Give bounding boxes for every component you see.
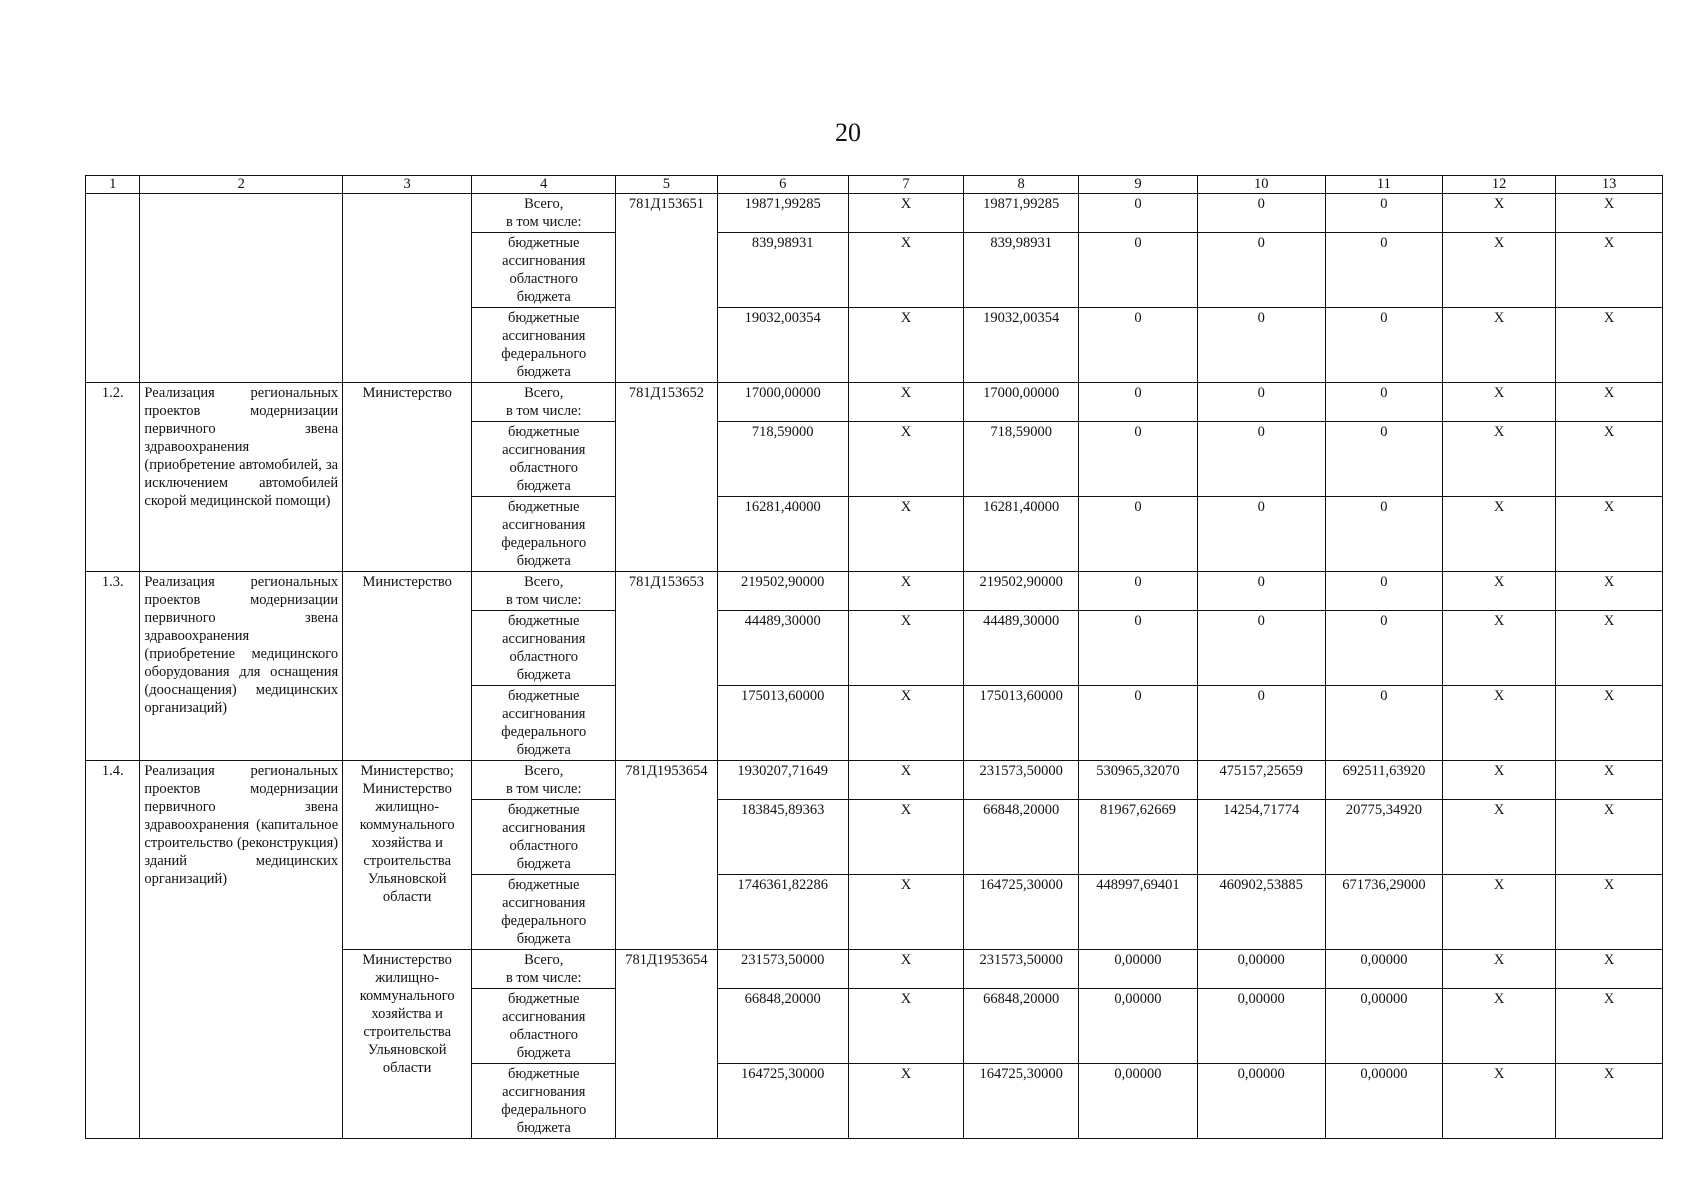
amount-cell: 19871,99285	[717, 194, 848, 233]
not-applicable-mark: X	[1443, 422, 1556, 497]
amount-cell: 839,98931	[717, 233, 848, 308]
amount-cell: 0,00000	[1197, 989, 1325, 1064]
column-header: 8	[964, 176, 1079, 194]
table-row	[86, 194, 1663, 233]
amount-cell: 0	[1325, 194, 1442, 233]
amount-cell: 0	[1197, 383, 1325, 422]
item-description: Реализация региональных проектов модернизации первичного звена здравоохранения (приобретение автомобилей, за исключением автомобилей скорой медицинской помощи)	[140, 383, 343, 572]
amount-cell: 0	[1197, 497, 1325, 572]
not-applicable-mark: X	[1556, 800, 1663, 875]
funding-source-label: бюджетные ассигнования областного бюджета	[472, 422, 616, 497]
amount-cell: 0	[1079, 194, 1197, 233]
amount-cell: 20775,34920	[1325, 800, 1442, 875]
funding-source-label: бюджетные ассигнования областного бюджета	[472, 800, 616, 875]
page-number: 20	[835, 118, 861, 147]
not-applicable-mark: X	[848, 950, 963, 989]
not-applicable-mark: X	[1443, 308, 1556, 383]
amount-cell: 175013,60000	[964, 686, 1079, 761]
item-number	[86, 194, 140, 383]
not-applicable-mark: X	[848, 233, 963, 308]
column-header: 10	[1197, 176, 1325, 194]
amount-cell: 0	[1325, 233, 1442, 308]
not-applicable-mark: X	[848, 572, 963, 611]
amount-cell: 231573,50000	[964, 761, 1079, 800]
not-applicable-mark: X	[1556, 572, 1663, 611]
not-applicable-mark: X	[848, 308, 963, 383]
funding-source-label: бюджетные ассигнования федерального бюджета	[472, 308, 616, 383]
amount-cell: 0	[1325, 686, 1442, 761]
column-header: 13	[1556, 176, 1663, 194]
amount-cell: 17000,00000	[964, 383, 1079, 422]
not-applicable-mark: X	[848, 686, 963, 761]
column-header: 2	[140, 176, 343, 194]
table-row	[86, 383, 1663, 422]
budget-code: 781Д153653	[616, 572, 717, 761]
amount-cell: 692511,63920	[1325, 761, 1442, 800]
amount-cell: 0,00000	[1325, 989, 1442, 1064]
budget-code: 781Д1953654	[616, 761, 717, 950]
amount-cell: 219502,90000	[964, 572, 1079, 611]
amount-cell: 460902,53885	[1197, 875, 1325, 950]
not-applicable-mark: X	[848, 383, 963, 422]
amount-cell: 0	[1197, 686, 1325, 761]
funding-source-label: бюджетные ассигнования областного бюджета	[472, 989, 616, 1064]
amount-cell: 44489,30000	[717, 611, 848, 686]
responsible-executor: Министерство	[343, 572, 472, 761]
amount-cell: 0	[1197, 572, 1325, 611]
not-applicable-mark: X	[1556, 194, 1663, 233]
not-applicable-mark: X	[1556, 1064, 1663, 1139]
column-header: 1	[86, 176, 140, 194]
amount-cell: 0,00000	[1197, 1064, 1325, 1139]
responsible-executor: Министерство жилищно-коммунального хозяйства и строительства Ульяновской области	[343, 950, 472, 1139]
amount-cell: 0	[1325, 422, 1442, 497]
amount-cell: 16281,40000	[964, 497, 1079, 572]
not-applicable-mark: X	[1443, 989, 1556, 1064]
amount-cell: 0	[1325, 497, 1442, 572]
responsible-executor: Министерство; Министерство жилищно-коммунального хозяйства и строительства Ульяновской области	[343, 761, 472, 950]
not-applicable-mark: X	[1556, 497, 1663, 572]
item-number: 1.3.	[86, 572, 140, 761]
amount-cell: 0	[1325, 572, 1442, 611]
not-applicable-mark: X	[1443, 611, 1556, 686]
funding-source-label: бюджетные ассигнования федерального бюджета	[472, 1064, 616, 1139]
funding-source-label: Всего, в том числе:	[472, 194, 616, 233]
amount-cell: 0	[1325, 383, 1442, 422]
funding-source-label: Всего, в том числе:	[472, 761, 616, 800]
item-number: 1.4.	[86, 761, 140, 1139]
column-header: 4	[472, 176, 616, 194]
not-applicable-mark: X	[1556, 686, 1663, 761]
amount-cell: 164725,30000	[964, 1064, 1079, 1139]
not-applicable-mark: X	[1443, 761, 1556, 800]
amount-cell: 1930207,71649	[717, 761, 848, 800]
item-number: 1.2.	[86, 383, 140, 572]
not-applicable-mark: X	[848, 800, 963, 875]
amount-cell: 671736,29000	[1325, 875, 1442, 950]
item-description: Реализация региональных проектов модернизации первичного звена здравоохранения (приобретение медицинского оборудования для оснащения (дооснащения) медицинских организаций)	[140, 572, 343, 761]
not-applicable-mark: X	[848, 761, 963, 800]
amount-cell: 231573,50000	[964, 950, 1079, 989]
amount-cell: 0	[1197, 611, 1325, 686]
not-applicable-mark: X	[1556, 611, 1663, 686]
amount-cell: 183845,89363	[717, 800, 848, 875]
not-applicable-mark: X	[848, 875, 963, 950]
not-applicable-mark: X	[1443, 1064, 1556, 1139]
amount-cell: 0	[1079, 422, 1197, 497]
item-description: Реализация региональных проектов модернизации первичного звена здравоохранения (капитальное строительство (реконструкция) зданий медицинских организаций)	[140, 761, 343, 1139]
not-applicable-mark: X	[1556, 308, 1663, 383]
not-applicable-mark: X	[1443, 686, 1556, 761]
budget-code: 781Д1953654	[616, 950, 717, 1139]
amount-cell: 19032,00354	[964, 308, 1079, 383]
not-applicable-mark: X	[1443, 950, 1556, 989]
not-applicable-mark: X	[1443, 194, 1556, 233]
column-header: 7	[848, 176, 963, 194]
amount-cell: 14254,71774	[1197, 800, 1325, 875]
funding-source-label: бюджетные ассигнования федерального бюджета	[472, 497, 616, 572]
column-header: 9	[1079, 176, 1197, 194]
amount-cell: 0	[1079, 233, 1197, 308]
amount-cell: 0	[1079, 308, 1197, 383]
not-applicable-mark: X	[1556, 875, 1663, 950]
not-applicable-mark: X	[1443, 800, 1556, 875]
not-applicable-mark: X	[1443, 572, 1556, 611]
amount-cell: 718,59000	[964, 422, 1079, 497]
not-applicable-mark: X	[1443, 233, 1556, 308]
amount-cell: 718,59000	[717, 422, 848, 497]
amount-cell: 175013,60000	[717, 686, 848, 761]
amount-cell: 0,00000	[1079, 950, 1197, 989]
not-applicable-mark: X	[848, 989, 963, 1064]
amount-cell: 16281,40000	[717, 497, 848, 572]
not-applicable-mark: X	[1556, 383, 1663, 422]
funding-source-label: бюджетные ассигнования областного бюджета	[472, 611, 616, 686]
amount-cell: 0	[1197, 422, 1325, 497]
funding-source-label: бюджетные ассигнования федерального бюджета	[472, 875, 616, 950]
amount-cell: 0	[1079, 383, 1197, 422]
amount-cell: 0	[1079, 686, 1197, 761]
not-applicable-mark: X	[848, 611, 963, 686]
not-applicable-mark: X	[1556, 422, 1663, 497]
not-applicable-mark: X	[848, 1064, 963, 1139]
amount-cell: 164725,30000	[717, 1064, 848, 1139]
amount-cell: 0,00000	[1079, 1064, 1197, 1139]
amount-cell: 219502,90000	[717, 572, 848, 611]
amount-cell: 1746361,82286	[717, 875, 848, 950]
amount-cell: 530965,32070	[1079, 761, 1197, 800]
amount-cell: 0,00000	[1197, 950, 1325, 989]
not-applicable-mark: X	[1443, 497, 1556, 572]
budget-code: 781Д153652	[616, 383, 717, 572]
not-applicable-mark: X	[848, 422, 963, 497]
amount-cell: 0,00000	[1079, 989, 1197, 1064]
not-applicable-mark: X	[848, 497, 963, 572]
column-header: 11	[1325, 176, 1442, 194]
funding-source-label: Всего, в том числе:	[472, 383, 616, 422]
amount-cell: 0	[1325, 308, 1442, 383]
not-applicable-mark: X	[1443, 875, 1556, 950]
not-applicable-mark: X	[1556, 950, 1663, 989]
table-row	[86, 572, 1663, 611]
column-header: 6	[717, 176, 848, 194]
amount-cell: 81967,62669	[1079, 800, 1197, 875]
amount-cell: 0	[1197, 233, 1325, 308]
amount-cell: 0	[1325, 611, 1442, 686]
amount-cell: 0,00000	[1325, 950, 1442, 989]
amount-cell: 475157,25659	[1197, 761, 1325, 800]
amount-cell: 66848,20000	[964, 800, 1079, 875]
funding-source-label: Всего, в том числе:	[472, 572, 616, 611]
funding-source-label: бюджетные ассигнования федерального бюджета	[472, 686, 616, 761]
column-header: 12	[1443, 176, 1556, 194]
amount-cell: 0	[1197, 308, 1325, 383]
amount-cell: 164725,30000	[964, 875, 1079, 950]
responsible-executor: Министерство	[343, 383, 472, 572]
item-description	[140, 194, 343, 383]
amount-cell: 448997,69401	[1079, 875, 1197, 950]
funding-source-label: бюджетные ассигнования областного бюджета	[472, 233, 616, 308]
column-header: 5	[616, 176, 717, 194]
budget-code: 781Д153651	[616, 194, 717, 383]
funding-source-label: Всего, в том числе:	[472, 950, 616, 989]
amount-cell: 66848,20000	[964, 989, 1079, 1064]
not-applicable-mark: X	[1556, 989, 1663, 1064]
amount-cell: 66848,20000	[717, 989, 848, 1064]
amount-cell: 0	[1079, 611, 1197, 686]
amount-cell: 0,00000	[1325, 1064, 1442, 1139]
amount-cell: 19032,00354	[717, 308, 848, 383]
amount-cell: 231573,50000	[717, 950, 848, 989]
not-applicable-mark: X	[1556, 233, 1663, 308]
responsible-executor	[343, 194, 472, 383]
not-applicable-mark: X	[1443, 383, 1556, 422]
table-row	[86, 761, 1663, 800]
header-row	[86, 176, 1663, 194]
amount-cell: 839,98931	[964, 233, 1079, 308]
amount-cell: 0	[1079, 572, 1197, 611]
amount-cell: 0	[1079, 497, 1197, 572]
amount-cell: 44489,30000	[964, 611, 1079, 686]
amount-cell: 19871,99285	[964, 194, 1079, 233]
amount-cell: 17000,00000	[717, 383, 848, 422]
not-applicable-mark: X	[848, 194, 963, 233]
column-header: 3	[343, 176, 472, 194]
budget-table	[85, 175, 1663, 1139]
not-applicable-mark: X	[1556, 761, 1663, 800]
amount-cell: 0	[1197, 194, 1325, 233]
